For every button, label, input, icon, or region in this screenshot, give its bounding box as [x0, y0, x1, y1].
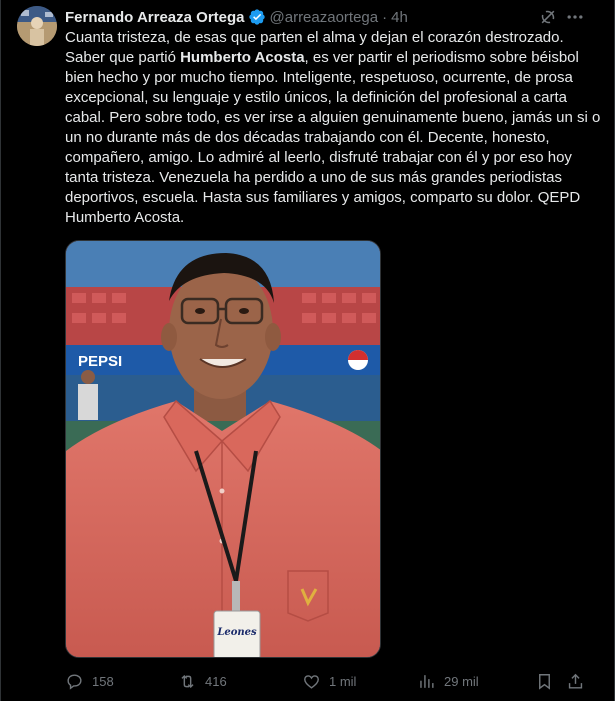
- tweet-text-part-1: Cuanta tristeza, de esas que parten el alma y dejan el corazón destrozado. Saber que partió: [65, 29, 564, 66]
- tweet-text: [65, 28, 605, 228]
- bookmark-button[interactable]: [535, 670, 562, 692]
- tweet-header: [65, 7, 408, 27]
- handle[interactable]: @arreazaortega: [269, 8, 379, 26]
- tweet-text-part-2: , es ver partir el periodismo sobre béisbol bien hecho y por mucho tiempo. Inteligente, respetuoso, ocurrente, de prosa excepcional, su lenguaje y estilo únicos, la definición del profesional a carta cabal. Pero sobre todo, es ver irse a alguien genuinamente bueno, jamás un si o un no durante más de dos décadas trabajando con él. Decente, honesto, compañero, amigo. Lo admiré al leerlo, disfruté trabajar con él y por eso hoy tanta tristeza. Venezuela ha perdido a uno de sus más grandes periodistas deportivos, escuela. Hasta sus familiares y amigos, comparto su dolor. QEPD Humberto Acosta.: [65, 49, 601, 226]
- views-chart-icon: [417, 672, 436, 691]
- tweet-photo[interactable]: [65, 240, 381, 658]
- share-button[interactable]: [566, 670, 593, 692]
- views-button[interactable]: [417, 670, 479, 692]
- grok-icon[interactable]: [538, 7, 558, 27]
- reply-button[interactable]: [65, 670, 114, 692]
- reply-icon: [65, 672, 84, 691]
- avatar[interactable]: [17, 6, 57, 46]
- retweet-button[interactable]: [178, 670, 227, 692]
- more-options-icon[interactable]: [565, 7, 585, 27]
- display-name[interactable]: Fernando Arreaza Ortega: [65, 8, 245, 26]
- pepsi-banner-text: PEPSI: [78, 353, 123, 370]
- separator-dot: ·: [382, 8, 388, 26]
- retweet-icon: [178, 672, 197, 691]
- badge-text: Leones: [217, 627, 257, 638]
- timestamp[interactable]: 4h: [391, 8, 408, 26]
- like-button[interactable]: [302, 670, 356, 692]
- bookmark-icon: [535, 672, 554, 691]
- mentioned-name: Humberto Acosta: [180, 49, 305, 66]
- verified-badge-icon: [248, 8, 266, 26]
- view-count: 29 mil: [444, 673, 479, 689]
- action-bar: [65, 670, 595, 692]
- share-icon: [566, 672, 585, 691]
- like-count: 1 mil: [329, 673, 357, 689]
- reply-count: 158: [92, 673, 114, 689]
- heart-icon: [302, 672, 321, 691]
- retweet-count: 416: [205, 673, 227, 689]
